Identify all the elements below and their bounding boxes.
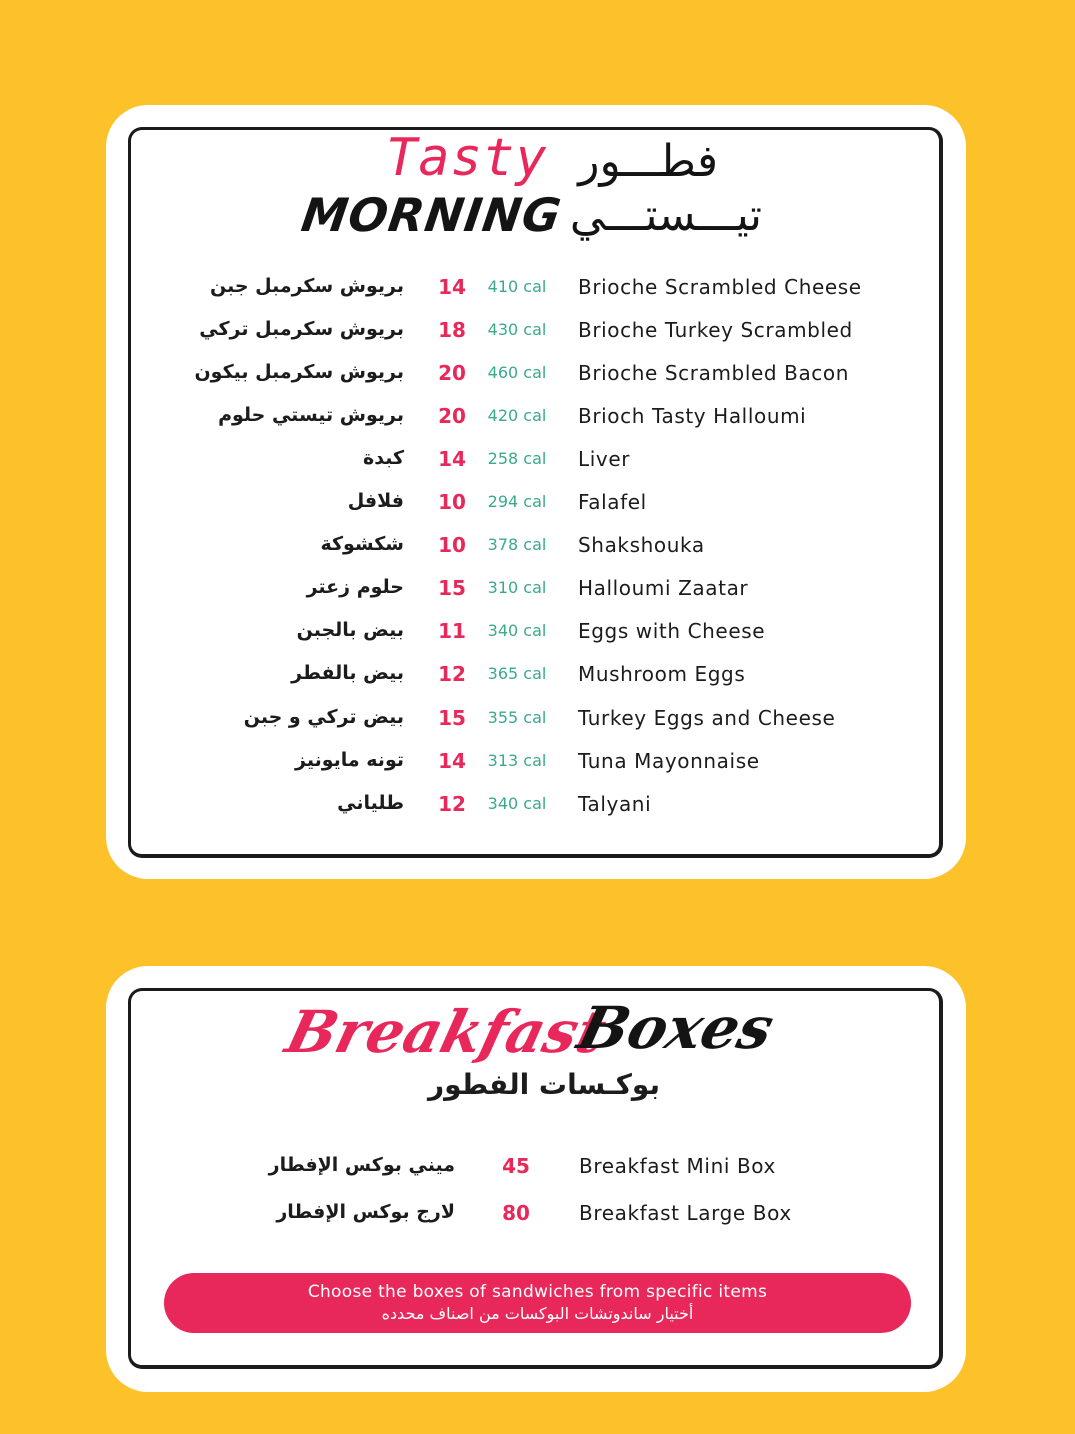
item-calories: 310 cal [487, 578, 547, 597]
item-calories: 340 cal [487, 621, 547, 640]
item-name-ar: تونه مايونيز [295, 749, 404, 771]
item-name-en: Turkey Eggs and Cheese [578, 706, 836, 730]
box-name-ar: لارج بوكس الإفطار [276, 1201, 455, 1223]
item-calories: 410 cal [487, 277, 547, 296]
boxes-note-banner [164, 1273, 911, 1333]
item-name-ar: كبدة [363, 447, 404, 469]
item-price: 10 [438, 490, 466, 514]
item-calories: 313 cal [487, 751, 547, 770]
box-price: 80 [502, 1201, 530, 1225]
item-name-en: Brioch Tasty Halloumi [578, 404, 807, 428]
box-name-ar: ميني بوكس الإفطار [268, 1154, 455, 1176]
item-price: 15 [438, 576, 466, 600]
box-price: 45 [502, 1154, 530, 1178]
item-price: 20 [438, 404, 466, 428]
item-name-ar: شكشوكة [320, 533, 404, 555]
item-name-ar: فلافل [347, 490, 404, 512]
morning-title: MORNING [298, 188, 565, 242]
item-price: 20 [438, 361, 466, 385]
item-name-ar: بريوش سكرمبل جبن [209, 275, 404, 297]
menu-item [0, 533, 1075, 563]
item-name-en: Brioche Scrambled Bacon [578, 361, 850, 385]
item-name-en: Mushroom Eggs [578, 662, 746, 686]
item-price: 10 [438, 533, 466, 557]
menu-item [0, 576, 1075, 606]
menu-item [0, 318, 1075, 348]
item-name-ar: بيض تركي و جبن [243, 706, 404, 728]
item-price: 11 [438, 619, 466, 643]
item-name-en: Halloumi Zaatar [578, 576, 749, 600]
item-price: 14 [438, 749, 466, 773]
item-price: 12 [438, 662, 466, 686]
item-name-en: Brioche Scrambled Cheese [578, 275, 862, 299]
item-price: 12 [438, 792, 466, 816]
menu-item [0, 361, 1075, 391]
item-calories: 294 cal [487, 492, 547, 511]
menu-item [0, 792, 1075, 822]
item-calories: 420 cal [487, 406, 547, 425]
menu-item [0, 619, 1075, 649]
item-calories: 258 cal [487, 449, 547, 468]
item-price: 14 [438, 275, 466, 299]
menu-item [0, 662, 1075, 692]
item-calories: 430 cal [487, 320, 547, 339]
menu-item [0, 749, 1075, 779]
title-arabic-line1: فطـــور [578, 136, 718, 187]
note-english: Choose the boxes of sandwiches from specific items [307, 1282, 768, 1302]
item-name-en: Brioche Turkey Scrambled [578, 318, 853, 342]
item-price: 15 [438, 706, 466, 730]
item-calories: 355 cal [487, 708, 547, 727]
item-price: 14 [438, 447, 466, 471]
item-name-ar: بريوش سكرمبل تركي [199, 318, 404, 340]
menu-item [0, 706, 1075, 736]
note-arabic: أختيار ساندوتشات البوكسات من اصناف محدده [381, 1304, 694, 1323]
item-name-ar: بريوش تيستي حلوم [218, 404, 404, 426]
item-name-en: Talyani [578, 792, 652, 816]
item-name-ar: بيض بالفطر [291, 662, 404, 684]
item-name-en: Tuna Mayonnaise [578, 749, 760, 773]
item-calories: 460 cal [487, 363, 547, 382]
item-name-ar: بيض بالجبن [296, 619, 404, 641]
title-arabic-line2: تيـــستـــي [569, 190, 762, 241]
box-item [0, 1201, 1075, 1233]
boxes-title: Boxes [571, 994, 781, 1062]
box-item [0, 1154, 1075, 1186]
item-name-ar: حلوم زعتر [306, 576, 404, 598]
breakfast-title: Breakfast [279, 998, 613, 1066]
breakfast-boxes-title-arabic: بوكـسات الفطور [427, 1068, 660, 1101]
item-calories: 340 cal [487, 794, 547, 813]
item-name-ar: طلياني [337, 792, 404, 814]
menu-item [0, 490, 1075, 520]
item-name-en: Eggs with Cheese [578, 619, 766, 643]
menu-item [0, 447, 1075, 477]
menu-item [0, 404, 1075, 434]
box-name-en: Breakfast Large Box [579, 1201, 792, 1225]
box-name-en: Breakfast Mini Box [579, 1154, 776, 1178]
item-name-ar: بريوش سكرمبل بيكون [194, 361, 404, 383]
item-name-en: Liver [578, 447, 631, 471]
item-calories: 365 cal [487, 664, 547, 683]
tasty-title: Tasty [386, 128, 548, 188]
item-name-en: Shakshouka [578, 533, 705, 557]
item-name-en: Falafel [578, 490, 647, 514]
item-calories: 378 cal [487, 535, 547, 554]
item-price: 18 [438, 318, 466, 342]
menu-item [0, 275, 1075, 305]
